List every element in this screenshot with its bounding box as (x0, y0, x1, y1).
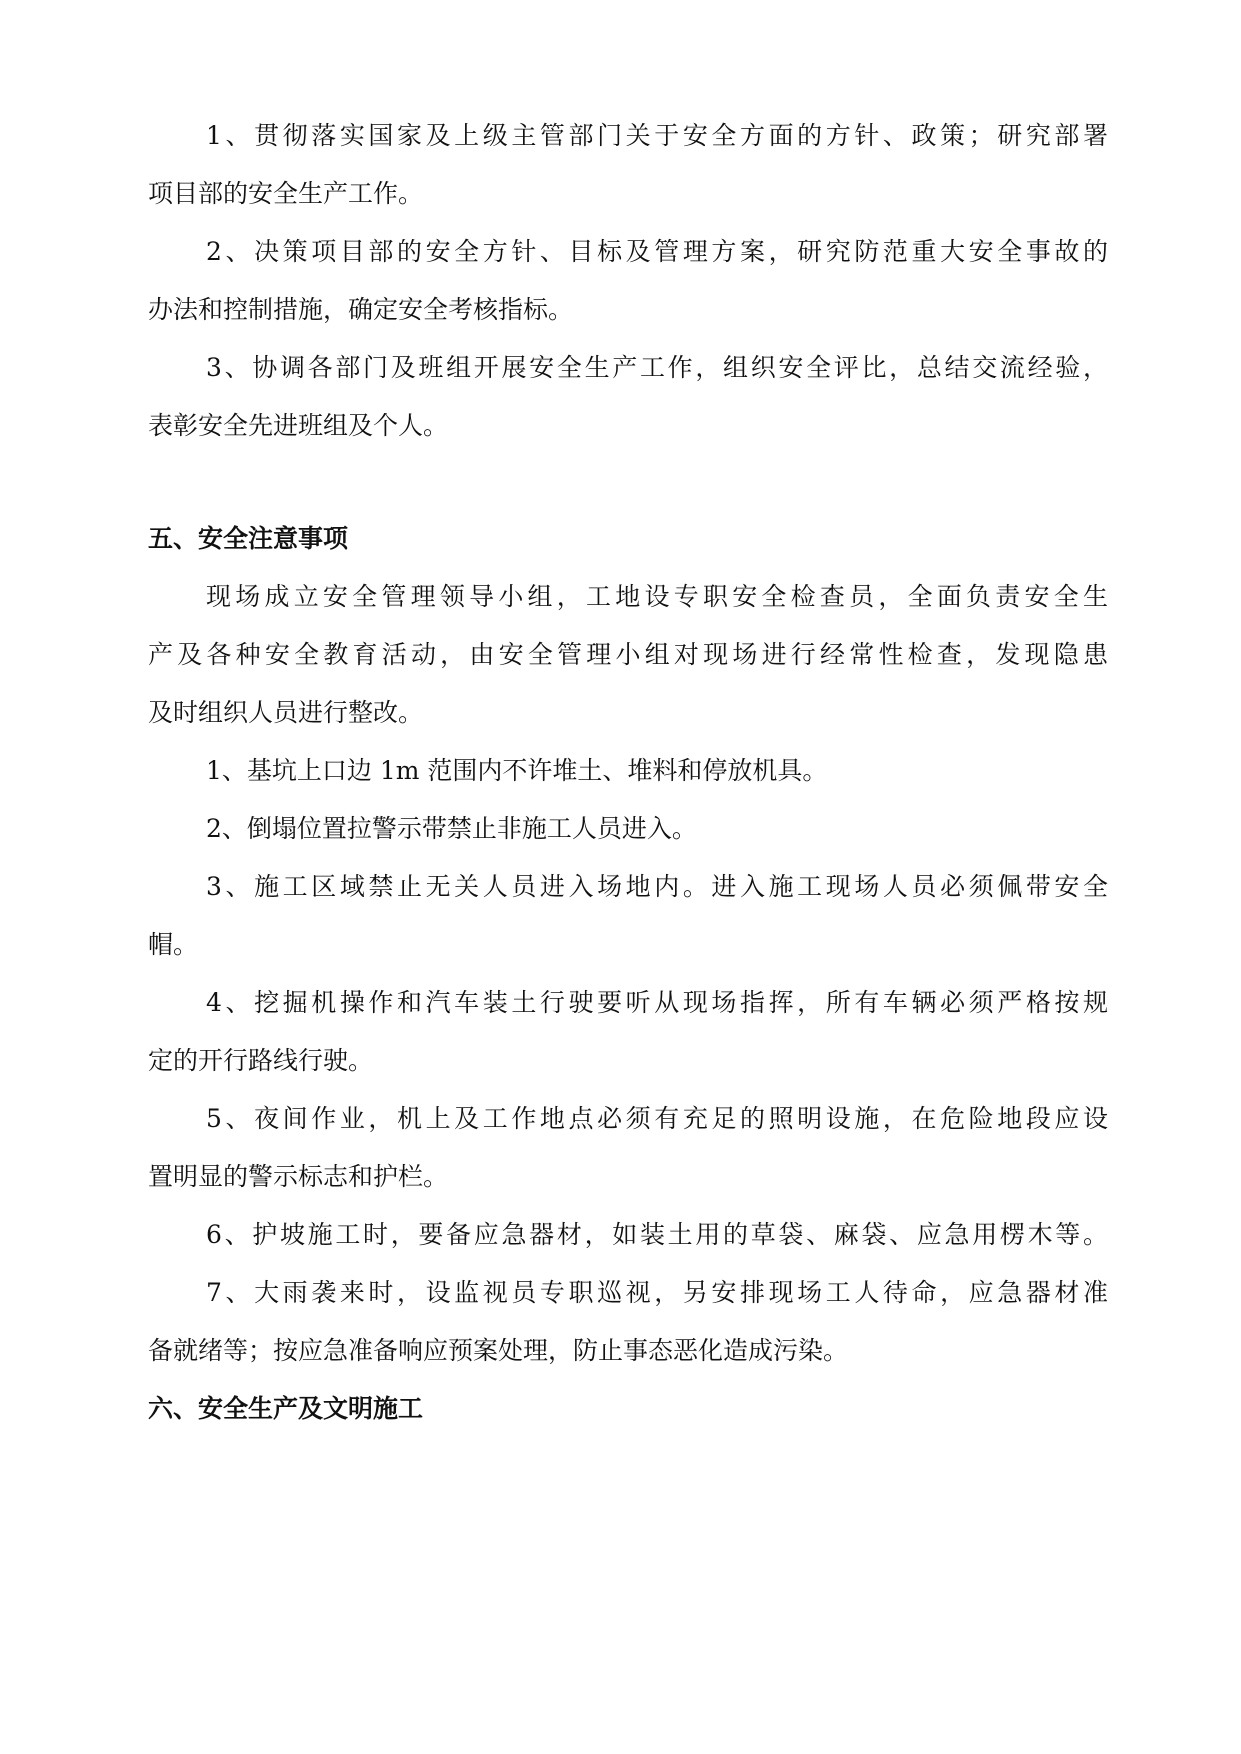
section5-item-5-line1: 5、夜间作业，机上及工作地点必须有充足的照明设施，在危险地段应设 (206, 1104, 1108, 1133)
section5-item-3-line1: 3、施工区域禁止无关人员进入场地内。进入施工现场人员必须佩带安全 (206, 872, 1108, 901)
section5-intro-line3: 及时组织人员进行整改。 (148, 698, 424, 727)
section5-item-3-line2: 帽。 (148, 930, 199, 959)
section5-item-2: 2、倒塌位置拉警示带禁止非施工人员进入。 (206, 814, 697, 843)
section5-item-5-line2: 置明显的警示标志和护栏。 (148, 1162, 449, 1191)
section5-item-4-line2: 定的开行路线行驶。 (148, 1046, 374, 1075)
section5-item-7-line1: 7、大雨袭来时，设监视员专职巡视，另安排现场工人待命，应急器材准 (206, 1278, 1108, 1307)
section5-item-7-line2: 备就绪等；按应急准备响应预案处理，防止事态恶化造成污染。 (148, 1336, 849, 1365)
section5-intro-line2: 产及各种安全教育活动，由安全管理小组对现场进行经常性检查，发现隐患 (148, 640, 1108, 669)
section4-item-1-line2: 项目部的安全生产工作。 (148, 179, 424, 208)
section4-item-2-line1: 2、决策项目部的安全方针、目标及管理方案，研究防范重大安全事故的 (206, 237, 1108, 266)
section4-item-3-line1: 3、协调各部门及班组开展安全生产工作，组织安全评比，总结交流经验， (206, 353, 1108, 382)
section5-item-6: 6、护坡施工时，要备应急器材，如装土用的草袋、麻袋、应急用楞木等。 (206, 1220, 1108, 1249)
section4-item-3-line2: 表彰安全先进班组及个人。 (148, 411, 449, 440)
section6-heading: 六、安全生产及文明施工 (148, 1394, 424, 1423)
section5-item-1: 1、基坑上口边 1m 范围内不许堆土、堆料和停放机具。 (206, 756, 828, 785)
section4-item-2-line2: 办法和控制措施，确定安全考核指标。 (148, 295, 574, 324)
section4-item-1-line1: 1、贯彻落实国家及上级主管部门关于安全方面的方针、政策；研究部署 (206, 121, 1108, 150)
section5-item-4-line1: 4、挖掘机操作和汽车装土行驶要听从现场指挥，所有车辆必须严格按规 (206, 988, 1108, 1017)
section5-heading: 五、安全注意事项 (148, 524, 349, 553)
section5-intro-line1: 现场成立安全管理领导小组，工地设专职安全检查员，全面负责安全生 (206, 582, 1108, 611)
